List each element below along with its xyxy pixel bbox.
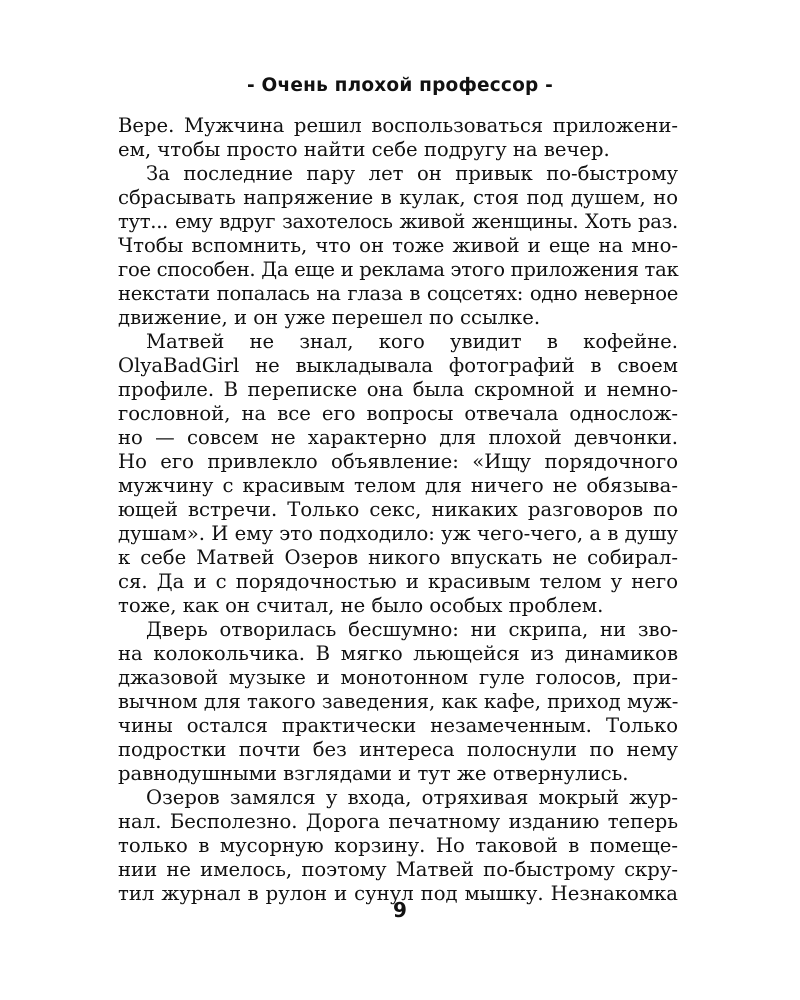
text-line: джазовой музыке и монотонном гуле голосов, при- (118, 666, 678, 689)
text-line: чины остался практически незамеченным. Только (118, 714, 678, 737)
text-line: ющей встречи. Только секс, никаких разговоров по (118, 498, 678, 521)
text-line: Чтобы вспомнить, что он тоже живой и еще на мно- (118, 234, 678, 257)
text-line: равнодушными взглядами и тут же отвернулись. (118, 762, 629, 785)
text-line: тоже, как он считал, не было особых проблем. (118, 594, 604, 617)
text-line: нал. Бесполезно. Дорога печатному изданию теперь (118, 810, 678, 833)
text-line: нии не имелось, поэтому Матвей по-быстрому скру- (118, 858, 678, 881)
text-line: За последние пару лет он привык по-быстрому (146, 162, 678, 185)
text-line: Но его привлекло объявление: «Ищу порядочного (118, 450, 678, 473)
text-line: Дверь отворилась бесшумно: ни скрипа, ни зво- (146, 618, 678, 641)
text-line: только в мусорную корзину. Но таковой в помеще- (118, 834, 678, 857)
text-line: гое способен. Да еще и реклама этого приложения так (118, 258, 679, 281)
text-line: тил журнал в рулон и сунул под мышку. Незнакомка (118, 882, 678, 905)
text-line: тут... ему вдруг захотелось живой женщины. Хоть раз. (118, 210, 678, 233)
text-line: движение, и он уже перешел по ссылке. (118, 306, 541, 329)
text-line: OlyaBadGirl не выкладывала фотографий в своем (118, 354, 678, 377)
text-line: вычном для такого заведения, как кафе, приход муж- (118, 690, 679, 713)
text-line: душам». И ему это подходило: уж чего-чего, а в душу (118, 522, 678, 545)
text-line: Вере. Мужчина решил воспользоваться приложени- (118, 114, 678, 137)
text-line: Озеров замялся у входа, отряхивая мокрый жур- (146, 786, 678, 809)
text-line: некстати попалась на глаза в соцсетях: одно неверное (118, 282, 678, 305)
text-line: ся. Да и с порядочностью и красивым телом у него (118, 570, 678, 593)
text-line: Матвей не знал, кого увидит в кофейне. (146, 330, 678, 353)
text-line: сбрасывать напряжение в кулак, стоя под душем, но (118, 186, 678, 209)
text-line: профиле. В переписке она была скромной и немно- (118, 378, 678, 401)
page-number: 9 (393, 898, 407, 922)
text-line: на колокольчика. В мягко льющейся из динамиков (118, 642, 678, 665)
text-line: подростки почти без интереса полоснули по нему (118, 738, 678, 761)
text-line: но — совсем не характерно для плохой девчонки. (118, 426, 678, 449)
running-header: - Очень плохой профессор - (247, 75, 553, 96)
text-line: к себе Матвей Озеров никого впускать не собирал- (118, 546, 678, 569)
body-text (118, 114, 678, 906)
text-line: гословной, на все его вопросы отвечала однослож- (118, 402, 678, 425)
text-line: ем, чтобы просто найти себе подругу на вечер. (118, 138, 610, 161)
text-line: мужчину с красивым телом для ничего не обязыва- (118, 474, 678, 497)
